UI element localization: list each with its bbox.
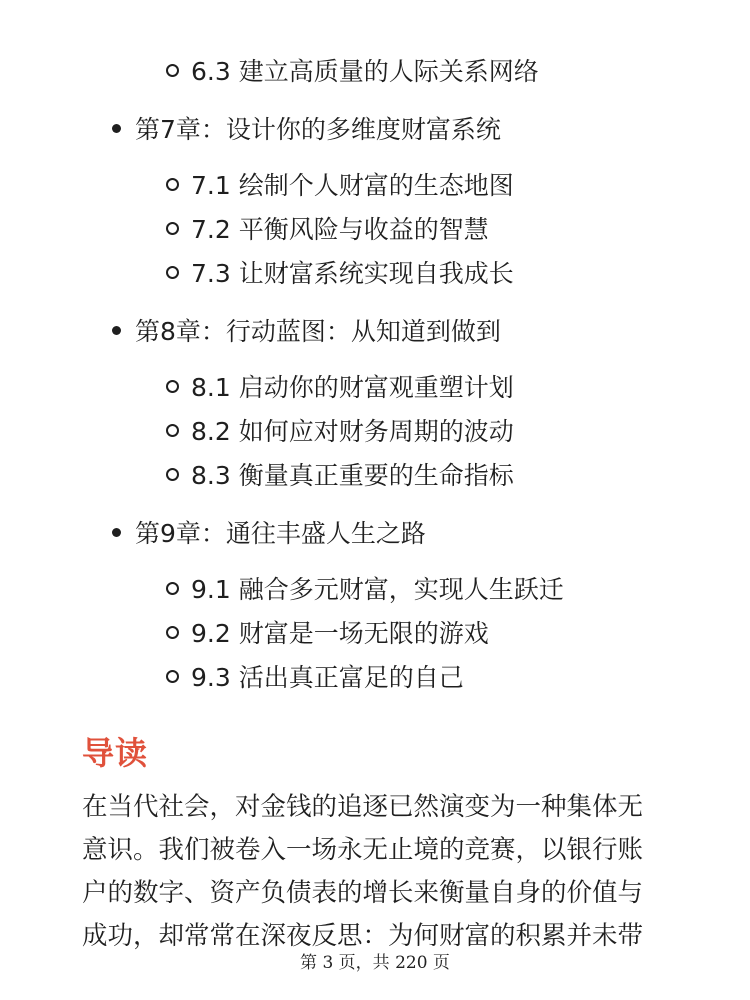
toc-item-label: 9.3 活出真正富足的自己 (191, 663, 464, 692)
toc-item-9-1 (166, 568, 564, 608)
toc-chapter-8 (112, 310, 501, 350)
hollow-bullet-icon (166, 64, 179, 77)
toc-item-label: 9.2 财富是一场无限的游戏 (191, 619, 489, 648)
toc-chapter-label: 第8章：行动蓝图：从知道到做到 (135, 317, 501, 346)
hollow-bullet-icon (166, 670, 179, 683)
toc-item-7-1 (166, 164, 514, 204)
filled-bullet-icon (112, 124, 121, 133)
section-heading: 导读 (82, 734, 149, 772)
toc-item-9-3 (166, 656, 464, 696)
toc-item-6-3 (166, 50, 539, 90)
hollow-bullet-icon (166, 380, 179, 393)
toc-item-9-2 (166, 612, 489, 652)
toc-chapter-label: 第7章：设计你的多维度财富系统 (135, 115, 501, 144)
paragraph-line: 在当代社会，对金钱的追逐已然演变为一种集体无 (82, 792, 644, 822)
hollow-bullet-icon (166, 626, 179, 639)
page-number: 第 3 页，共 220 页 (300, 953, 450, 973)
toc-item-label: 8.1 启动你的财富观重塑计划 (191, 373, 514, 402)
toc-item-8-3 (166, 454, 514, 494)
intro-paragraph (82, 786, 682, 958)
toc-chapter-label: 第9章：通往丰盛人生之路 (135, 519, 426, 548)
toc-item-8-1 (166, 366, 514, 406)
toc-item-label: 8.2 如何应对财务周期的波动 (191, 417, 514, 446)
filled-bullet-icon (112, 326, 121, 335)
toc-item-label: 9.1 融合多元财富，实现人生跃迁 (191, 575, 564, 604)
paragraph-line: 户的数字、资产负债表的增长来衡量自身的价值与 (82, 878, 644, 908)
paragraph-line: 意识。我们被卷入一场永无止境的竞赛，以银行账 (82, 835, 644, 865)
toc-item-label: 7.3 让财富系统实现自我成长 (191, 259, 514, 288)
toc-item-8-2 (166, 410, 514, 450)
toc-item-label: 7.2 平衡风险与收益的智慧 (191, 215, 489, 244)
paragraph-line: 成功，却常常在深夜反思：为何财富的积累并未带 (82, 921, 644, 951)
toc-chapter-7 (112, 108, 501, 148)
toc-item-7-2 (166, 208, 489, 248)
toc-item-7-3 (166, 252, 514, 292)
hollow-bullet-icon (166, 178, 179, 191)
hollow-bullet-icon (166, 424, 179, 437)
hollow-bullet-icon (166, 266, 179, 279)
hollow-bullet-icon (166, 468, 179, 481)
filled-bullet-icon (112, 528, 121, 537)
hollow-bullet-icon (166, 222, 179, 235)
toc-chapter-9 (112, 512, 426, 552)
toc-item-label: 8.3 衡量真正重要的生命指标 (191, 461, 514, 490)
toc-item-label: 7.1 绘制个人财富的生态地图 (191, 171, 514, 200)
toc-item-label: 6.3 建立高质量的人际关系网络 (191, 57, 539, 86)
hollow-bullet-icon (166, 582, 179, 595)
